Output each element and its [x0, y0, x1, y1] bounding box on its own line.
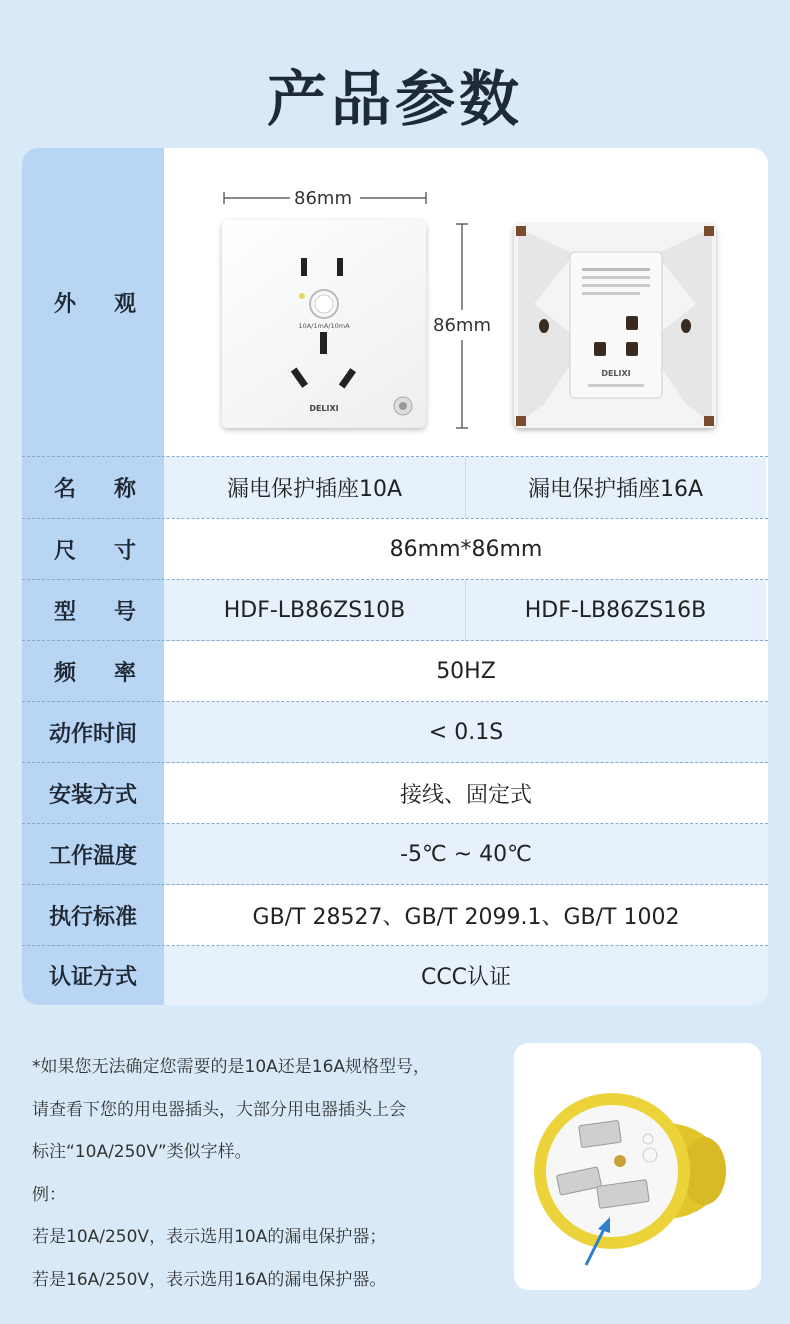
size-row [22, 519, 768, 580]
page-title: 产品参数 [267, 65, 523, 135]
row-label: 动作时间 [48, 722, 137, 747]
row-label: 认证方式 [48, 965, 137, 990]
note-line: *如果您无法确定您需要的是10A还是16A规格型号， [32, 1057, 431, 1077]
note-line: 请查看下您的用电器插头，大部分用电器插头上会 [32, 1099, 406, 1120]
name-16a: 漏电保护插座16A [465, 457, 766, 518]
frequency-row [22, 641, 768, 702]
divider [465, 457, 466, 518]
front-brand-text: DELIXI [309, 404, 339, 413]
socket-front-icon [222, 220, 426, 428]
note-line: 若是10A/250V，表示选用10A的漏电保护器； [32, 1227, 387, 1247]
temperature-value: -5℃ ~ 40℃ [164, 824, 768, 885]
socket-back-image [514, 224, 716, 428]
model-row [22, 580, 768, 641]
standard-row [22, 885, 768, 946]
row-label: 工作温度 [48, 844, 137, 869]
installation-value: 接线、固定式 [399, 783, 532, 808]
back-brand-text: DELIXI [601, 369, 631, 378]
row-label: 型 号 [54, 600, 136, 625]
name-row [22, 457, 768, 518]
row-label: 名 称 [54, 477, 136, 502]
row-label: 执行标准 [48, 905, 137, 930]
socket-front-image [222, 220, 426, 428]
divider [465, 580, 466, 641]
action-time-row [22, 702, 768, 763]
certification-value: CCC认证 [164, 946, 768, 1005]
name-10a: 漏电保护插座10A [164, 457, 465, 518]
note-line: 标注“10A/250V”类似字样。 [32, 1142, 252, 1162]
model-10a: HDF-LB86ZS10B [164, 580, 465, 641]
socket-back-icon [514, 224, 716, 428]
certification-row [22, 946, 768, 1005]
width-dimension: 86mm [294, 188, 352, 209]
frequency-value: 50HZ [436, 659, 496, 684]
spec-table [22, 148, 768, 1005]
note-line: 例： [32, 1184, 66, 1205]
row-label: 安装方式 [48, 783, 137, 808]
standard-value: GB/T 28527、GB/T 2099.1、GB/T 1002 [252, 905, 680, 930]
row-label: 外 观 [54, 291, 136, 317]
model-16a: HDF-LB86ZS16B [465, 580, 766, 641]
size-value: 86mm*86mm [389, 537, 543, 562]
installation-row [22, 763, 768, 824]
action-time-value: < 0.1S [164, 702, 768, 763]
height-dimension: 86mm [433, 315, 491, 336]
note-line: 若是16A/250V，表示选用16A的漏电保护器。 [32, 1269, 387, 1290]
temperature-row [22, 824, 768, 885]
front-rating-text: 10A/1mA/10mA [298, 322, 350, 330]
row-label: 频 率 [54, 661, 136, 686]
plug-note [32, 1046, 502, 1301]
plug-icon [514, 1043, 761, 1290]
plug-image [514, 1043, 761, 1290]
row-label: 尺 寸 [54, 539, 136, 564]
